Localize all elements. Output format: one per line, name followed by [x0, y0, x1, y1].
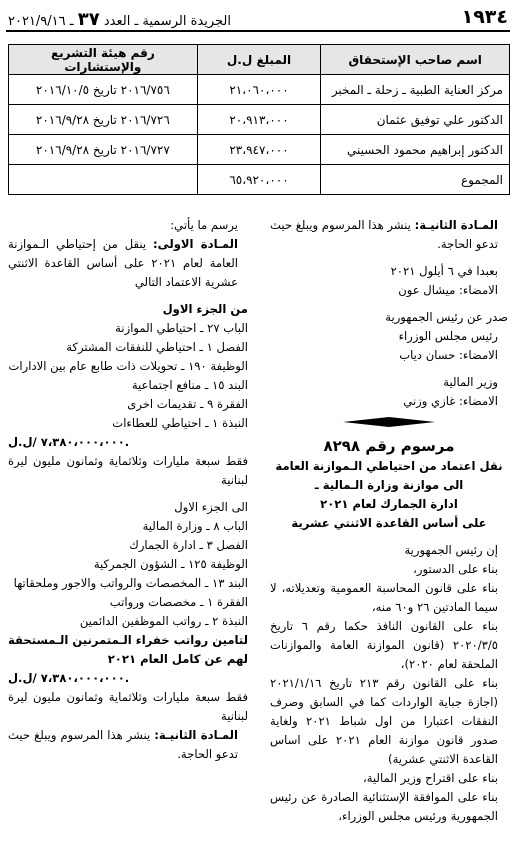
signing-date: بعبدا في ٦ أيلول ٢٠٢١: [390, 264, 498, 278]
article-2-top: [270, 216, 508, 254]
left-column: [8, 216, 248, 852]
preamble-line: إن رئيس الجمهورية: [404, 543, 498, 557]
finance-minister-title: وزير المالية: [443, 375, 498, 389]
header-rule: [6, 30, 510, 32]
finance-minister-signature: الامضاء: غازي وزني: [403, 394, 498, 408]
page-header: [6, 6, 510, 28]
decree-subtitle: الى موازنة وزارة الـمالية ـ: [314, 478, 464, 492]
budget-line: النبذة ٢ ـ رواتب الموظفين الدائمين: [79, 614, 248, 628]
budget-line: الباب ٨ ـ وزارة المالية: [142, 519, 248, 533]
issue-number: ٣٧: [77, 9, 100, 30]
cell-ref: ٢٠١٦/٧٢٦ تاريخ ٢٠١٦/٩/٢٨: [9, 105, 198, 135]
article-label: المـادة الثانيـة:: [414, 218, 498, 232]
article-text: ينقل من إحتياطي الـموازنة العامة لعام ٢٠٢١ على أساس القاعدة الاثنتي عشرية الاعتماد التالي: [8, 237, 239, 289]
col-header-amount: المبلغ ل.ل: [197, 45, 321, 75]
amount-in-words: فقط سبعة مليارات وثلاثماية وثمانون مليون ليرة لبنانية: [8, 454, 248, 487]
from-heading: من الجزء الاول: [162, 302, 248, 316]
budget-line: الوظيفة ١٢٥ ـ الشؤون الجمركية: [93, 557, 248, 571]
entitlements-table: [8, 44, 510, 195]
table-header-row: [9, 45, 510, 75]
president-signature: الامضاء: ميشال عون: [398, 283, 498, 297]
budget-line: النبذة ١ ـ احتياطي للعطاءات: [112, 416, 248, 430]
preamble-line: بناء على الدستور،: [413, 562, 498, 576]
decree-title: مرسوم رقم ٨٢٩٨: [323, 437, 455, 455]
budget-line: الفصل ٣ ـ ادارة الجمارك: [129, 538, 248, 552]
budget-line: الباب ٢٧ ـ احتياطي الموازنة: [115, 321, 248, 335]
budget-line: البند ١٣ ـ المخصصات والرواتب والاجور وملحقاتها: [13, 576, 248, 590]
article-label: المـادة الاولى:: [153, 237, 239, 251]
gazette-prefix: الجريدة الرسمية ـ العدد: [103, 14, 231, 29]
total-label: المجموع: [321, 165, 510, 195]
article-text: ينشر هذا المرسوم ويبلغ حيث تدعو الحاجة.: [270, 218, 498, 251]
table-total-row: [9, 165, 510, 195]
transfer-purpose: لتامين رواتب خفراء الـمتمرنين الـمستحقة لهم عن كامل العام ٢٠٢١: [8, 633, 248, 666]
article-label: المـادة الثانيـة:: [154, 728, 239, 742]
total-value: ٦٥،٩٢٠،٠٠٠: [197, 165, 321, 195]
ornament-divider: [343, 417, 435, 427]
preamble-line: بناء على الموافقة الإستثنائية الصادرة عن رئيس الجمهورية ورئيس مجلس الوزراء،: [270, 790, 498, 823]
preamble-line: بناء على قانون المحاسبة العمومية وتعديلاته، لا سيما المادتين ٢٦ و٦٠ منه،: [270, 581, 498, 614]
budget-line: البند ١٥ ـ منافع اجتماعية: [131, 378, 248, 392]
article-1: [8, 235, 248, 292]
transfer-amount: ٧،٣٨٠،٠٠٠،٠٠٠ /ل.ل.: [8, 435, 130, 449]
table-row: [9, 135, 510, 165]
decree-subtitle: ادارة الجمارك لعام ٢٠٢١: [320, 497, 458, 511]
cell-amount: ٢٣،٩٤٧،٠٠٠: [197, 135, 321, 165]
to-heading: الى الجزء الاول: [174, 500, 248, 514]
table-row: [9, 105, 510, 135]
budget-line: الوظيفة ١٩٠ ـ تحويلات ذات طابع عام بين الادارات: [8, 359, 248, 373]
preamble-line: بناء على القانون النافذ حكما رقم ٦ تاريخ ٢٠٢٠/٣/٥ (قانون الموازنة العامة والموازنات الملحقة لعام ٢٠٢٠)،: [270, 619, 498, 671]
cell-beneficiary: الدكتور إبراهيم محمود الحسيني: [321, 135, 510, 165]
budget-line: الفقرة ٩ ـ تقديمات اخرى: [127, 397, 248, 411]
amount-in-words: فقط سبعة مليارات وثلاثماية وثمانون مليون ليرة لبنانية: [8, 690, 248, 723]
budget-line: الفقرة ١ ـ مخصصات ورواتب: [109, 595, 248, 609]
decree-subtitle: على أساس القاعدة الاثنتي عشرية: [291, 516, 487, 530]
col-header-beneficiary: اسم صاحب الإستحقاق: [321, 45, 510, 75]
cell-ref: ٢٠١٦/٧٥٦ تاريخ ٢٠١٦/١٠/٥: [9, 75, 198, 105]
issue-date: ـ ٢٠٢١/٩/١٦: [8, 14, 74, 29]
gazette-title: [8, 9, 231, 30]
total-empty-cell: [9, 165, 198, 195]
budget-line: الفصل ١ ـ احتياطي للنفقات المشتركة: [66, 340, 248, 354]
article-2: [8, 726, 248, 764]
decree-subtitle: نقل اعتماد من احتياطي الـموازنة العامة: [275, 459, 503, 473]
preamble-line: بناء على اقتراح وزير المالية،: [362, 771, 498, 785]
cell-beneficiary: الدكتور علي توفيق عثمان: [321, 105, 510, 135]
col-header-ref: رقم هيئة التشريع والإستشارات: [9, 45, 198, 75]
pm-signature: الامضاء: حسان دياب: [399, 348, 498, 362]
transfer-amount: ٧،٣٨٠،٠٠٠،٠٠٠ /ل.ل.: [8, 671, 130, 685]
issued-by: صدر عن رئيس الجمهورية: [385, 310, 508, 324]
page-number: ١٩٣٤: [461, 6, 508, 28]
table-row: [9, 75, 510, 105]
cell-amount: ٢١،٠٦٠،٠٠٠: [197, 75, 321, 105]
right-column: [270, 216, 508, 852]
cell-amount: ٢٠،٩١٣،٠٠٠: [197, 105, 321, 135]
pm-title: رئيس مجلس الوزراء: [398, 329, 498, 343]
preamble-line: بناء على القانون رقم ٢١٣ تاريخ ٢٠٢١/١/١٦ (اجازة جباية الواردات كما في السابق وصرف النفقات اعتبارا من اول شباط ٢٠٢١ ولغاية صدور قانون موازنة العام ٢٠٢١ على اساس القاعدة الاثنتي عشرية): [270, 676, 498, 766]
article-text: ينشر هذا المرسوم ويبلغ حيث تدعو الحاجة.: [8, 728, 238, 761]
cell-beneficiary: مركز العناية الطبية ـ زحلة ـ المخبر: [321, 75, 510, 105]
decrees-intro: يرسم ما يأتي:: [170, 218, 238, 232]
cell-ref: ٢٠١٦/٧٢٧ تاريخ ٢٠١٦/٩/٢٨: [9, 135, 198, 165]
